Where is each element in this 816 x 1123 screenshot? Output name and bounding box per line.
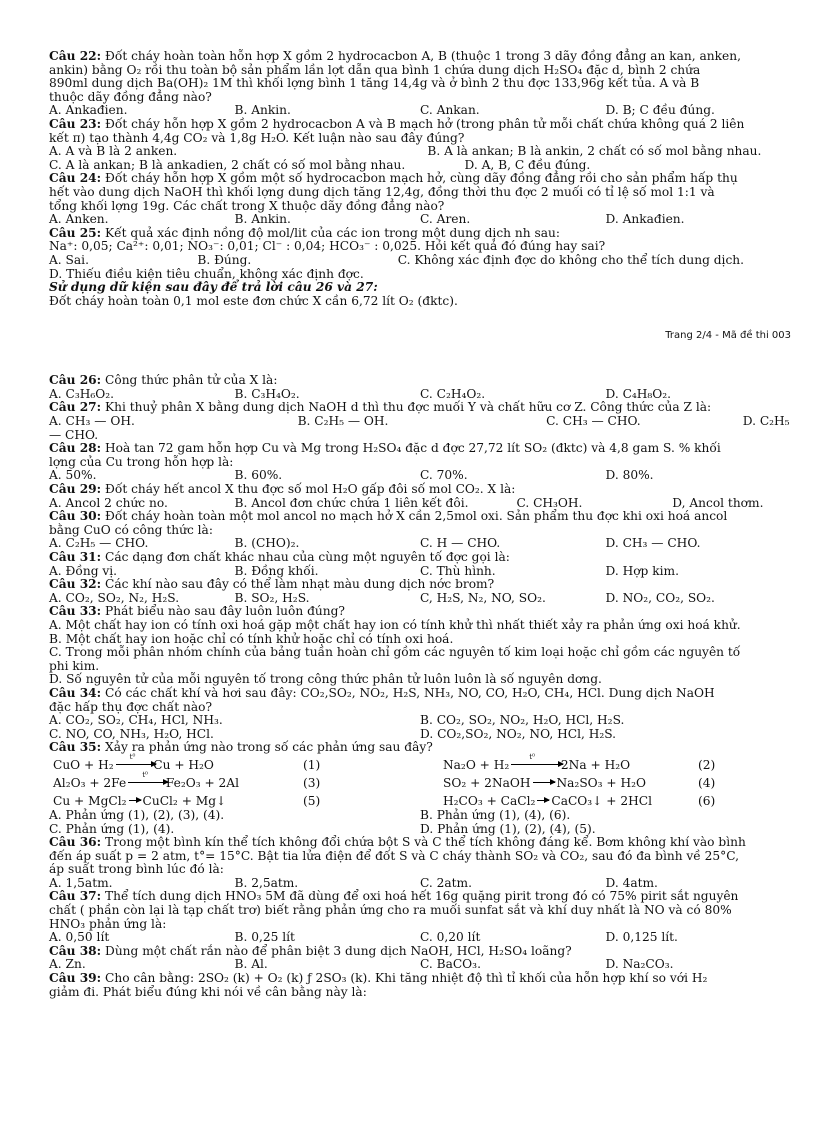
option-a: A. Một chất hay ion có tính oxi hoá gặp một chất hay ion có tính khử thì nhất thiết xảy ra phản ứng oxi hoá khử.: [49, 617, 741, 632]
question-38: Câu 38: Dùng một chất rắn nào để phân biệt 3 dung dịch NaOH, HCl, H₂SO₄ loãng?: [49, 943, 572, 958]
question-number: Câu 37:: [49, 889, 102, 904]
option-c-continued: phi kim.: [49, 658, 100, 673]
option-a: A. Ankađien.: [49, 103, 128, 118]
reaction-arrow: [116, 764, 156, 765]
question-37: Câu 37: Thể tích dung dịch HNO₃ 5M đã dùng để oxi hoá hết 16g quặng pirit trong đó có 75% pirit sắt nguyên chất ( phần còn lại là tạp chất trơ) biết rằng phản ứng cho ra muối sunfat sắt và khí duy nhất là NO và có 80% HNO₃ phản ứng là:: [49, 889, 739, 931]
option-d: D. CH₃ — CHO.: [605, 536, 701, 551]
option-d: D. C₂H₅: [742, 414, 790, 429]
question-23-options-row1: [49, 145, 791, 159]
option-d: D. Thiếu điều kiện tiêu chuẩn, không xác định đợc.: [49, 266, 364, 281]
question-number: Câu 34:: [49, 685, 102, 700]
option-c: C. Ankan.: [420, 103, 480, 118]
option-d-continued: — CHO.: [49, 427, 99, 442]
option-c: C. C₂H₄O₂.: [420, 386, 486, 401]
question-22-options: [49, 104, 791, 118]
option-d: D. C₄H₈O₂.: [605, 386, 672, 401]
question-number: Câu 38:: [49, 943, 102, 958]
option-a: A. Phản ứng (1), (2), (3), (4).: [49, 807, 225, 822]
option-d: D. A, B, C đều đúng.: [464, 157, 591, 172]
option-b: B. Một chất hay ion hoặc chỉ có tính khử hoặc chỉ có tính oxi hoá.: [49, 631, 454, 646]
reaction-arrow: [128, 782, 168, 783]
question-number: Câu 28:: [49, 441, 102, 456]
question-number: Câu 32:: [49, 577, 102, 592]
option-d: D. Hợp kim.: [605, 563, 679, 578]
reaction-arrow: [533, 782, 555, 783]
option-b: B. 60%.: [234, 468, 283, 483]
question-39: Câu 39: Cho cân bằng: 2SO₂ (k) + O₂ (k) ƒ 2SO₃ (k). Khi tăng nhiệt độ thì tỉ khối của hỗn hợp khí so với H₂ giảm đi. Phát biểu đúng khi nói về cân bằng này là:: [49, 971, 708, 999]
section-heading: Sử dụng dữ kiện sau đây để trả lời câu 26 và 27:: [49, 280, 378, 295]
section-intro: Đốt cháy hoàn toàn 0,1 mol este đơn chức X cần 6,72 lít O₂ (đktc).: [49, 293, 458, 308]
option-a: A. CO₂, SO₂, N₂, H₂S.: [49, 590, 180, 605]
option-a: A. 50%.: [49, 468, 97, 483]
question-number: Câu 27:: [49, 400, 102, 415]
option-a: A. Ancol 2 chức no.: [49, 495, 168, 510]
option-b: B. SO₂, H₂S.: [234, 590, 310, 605]
option-a: A. C₂H₅ — CHO.: [49, 536, 149, 551]
option-b: B. Đúng.: [197, 252, 252, 267]
question-25: Câu 25: Kết quả xác định nồng độ mol/lit của các ion trong một dung dịch nh sau: Na⁺: 0,05; Ca²⁺: 0,01; NO₃⁻: 0,01; Cl⁻ : 0,04; HCO₃⁻ : 0,025. Hỏi kết quả đó đúng hay sai?: [49, 225, 606, 254]
option-a: A. Anken.: [49, 212, 109, 227]
question-24-options: [49, 213, 791, 227]
option-a: A. Đồng vị.: [49, 563, 118, 578]
option-d: D. 4atm.: [605, 875, 658, 890]
option-a: A. CO₂, SO₂, CH₄, HCl, NH₃.: [49, 713, 223, 728]
reaction-arrow: [129, 800, 141, 801]
question-30-options: [49, 537, 791, 551]
question-number: Câu 30:: [49, 509, 102, 524]
exam-page: [49, 50, 791, 999]
option-b: B. Ankin.: [234, 103, 291, 118]
question-number: Câu 39:: [49, 971, 102, 986]
option-d: D. B; C đều đúng.: [605, 103, 715, 118]
option-b: B. (CHO)₂.: [234, 536, 300, 551]
question-28-options: [49, 469, 791, 483]
question-number: Câu 36:: [49, 835, 102, 850]
option-b: B. Ancol đơn chức chứa 1 liên kết đôi.: [234, 495, 469, 510]
option-c: C. Phản ứng (1), (4).: [49, 821, 175, 836]
option-a: A. Sai.: [49, 252, 89, 267]
question-36: Câu 36: Trong một bình kín thể tích không đổi chứa bột S và C thể tích không đáng kể. Bơm không khí vào bình đến áp suất p = 2 atm, t°= 15°C. Bật tia lửa điện để đốt S và C cháy thành SO₂ và CO₂, sau đó đa bình về 25°C, áp suất trong bình lúc đó là:: [49, 835, 746, 877]
question-number: Câu 33:: [49, 604, 102, 619]
question-number: Câu 35:: [49, 740, 102, 755]
question-28: Câu 28: Hoà tan 72 gam hỗn hợp Cu và Mg trong H₂SO₄ đặc d đợc 27,72 lít SO₂ (đktc) và 4,8 gam S. % khối lợng của Cu trong hỗn hợp là:: [49, 441, 721, 469]
question-33-options: [49, 619, 791, 687]
option-c: C. CH₃OH.: [516, 495, 583, 510]
question-27-options: [49, 415, 791, 429]
option-c: C. 2atm.: [420, 875, 472, 890]
question-number: Câu 23:: [49, 116, 102, 131]
question-29: Câu 29: Đốt cháy hết ancol X thu đợc số mol H₂O gấp đôi số mol CO₂. X là:: [49, 482, 516, 497]
page-footer: Trang 2/4 - Mã đề thi 003: [665, 330, 791, 342]
reaction-arrow: [511, 764, 563, 765]
option-b: B. CO₂, SO₂, NO₂, H₂O, HCl, H₂S.: [420, 713, 625, 728]
option-b: B. 0,25 lít: [234, 930, 295, 945]
option-c: C. CH₃ — CHO.: [546, 414, 641, 429]
option-d: D. 0,125 lít.: [605, 930, 678, 945]
option-c: C, H₂S, N₂, NO, SO₂.: [420, 590, 546, 605]
option-b: B. Phản ứng (1), (4), (6).: [420, 807, 571, 822]
option-d: D. NO₂, CO₂, SO₂.: [605, 590, 715, 605]
option-a: A. 1,5atm.: [49, 875, 113, 890]
question-number: Câu 29:: [49, 482, 102, 497]
option-d: D. Phản ứng (1), (2), (4), (5).: [420, 821, 596, 836]
reaction-list: [53, 752, 791, 809]
question-22: Câu 22: Đốt cháy hoàn toàn hỗn hợp X gồm 2 hydrocacbon A, B (thuộc 1 trong 3 dãy đồng đẳng an kan, anken, ankin) bằng O₂ rồi thu toàn bộ sản phẩm lần lợt dẫn qua bình 1 chứa dung dịch H₂SO₄ đặc d, bình 2 chứa 890ml dung dịch Ba(OH)₂ 1M thì khối lợng bình 1 tăng 14,4g và ở bình 2 thu đợc 133,96g kết tủa. A và B thuộc dãy đồng đẳng nào?: [49, 49, 741, 104]
question-number: Câu 25:: [49, 225, 102, 240]
option-b: B. 2,5atm.: [234, 875, 299, 890]
option-a: A. 0,50 lít: [49, 930, 110, 945]
question-37-options: [49, 931, 791, 945]
option-c: C. Trong mỗi phân nhóm chính của bảng tuần hoàn chỉ gồm các nguyên tố kim loại hoặc chỉ gồm các nguyên tố: [49, 645, 741, 660]
option-d: D, Ancol thơm.: [672, 495, 764, 510]
reaction-arrow: [537, 800, 549, 801]
option-c: C. H — CHO.: [420, 536, 501, 551]
option-a: A. A và B là 2 anken.: [49, 144, 178, 159]
question-35-options-row1: [49, 809, 791, 823]
option-d: D. 80%.: [605, 468, 654, 483]
question-32: Câu 32: Các khí nào sau đây có thể làm nhạt màu dung dịch nớc brom?: [49, 577, 495, 592]
option-c: C. 0,20 lít: [420, 930, 481, 945]
reaction-row: CuO + H₂$^{t^0}$Cu + H₂O (1) Na₂O + H₂$^{t^0}$2Na + H₂O (2): [53, 752, 716, 772]
option-a: A. CH₃ — OH.: [49, 414, 135, 429]
option-b: B. C₃H₄O₂.: [234, 386, 300, 401]
option-d: D. Số nguyên tử của mỗi nguyên tố trong công thức phân tử luôn luôn là số nguyên dơng.: [49, 672, 602, 687]
question-26: Câu 26: Công thức phân tử của X là:: [49, 373, 278, 388]
option-b: B. Al.: [234, 957, 268, 972]
option-c: C. A là ankan; B là ankadien, 2 chất có số mol bằng nhau.: [49, 157, 406, 172]
question-31: Câu 31: Các dạng đơn chất khác nhau của cùng một nguyên tố đợc gọi là:: [49, 550, 510, 564]
question-23: Câu 23: Đốt cháy hỗn hợp X gồm 2 hydrocacbon A và B mạch hở (trong phân tử mỗi chất chứa không quá 2 liên kết π) tạo thành 4,4g CO₂ và 1,8g H₂O. Kết luận nào sau đây đúng?: [49, 116, 745, 145]
option-b: B. Đồng khối.: [234, 563, 319, 578]
reaction-row: Cu + MgCl₂ CuCl₂ + Mg↓ (5) H₂CO₃ + CaCl₂ CaCO₃↓ + 2HCl (6): [53, 793, 716, 808]
option-d: D. Ankađien.: [605, 212, 685, 227]
option-c: C. BaCO₃.: [420, 957, 481, 972]
option-b: B. C₂H₅ — OH.: [297, 414, 389, 429]
question-number: Câu 26:: [49, 373, 102, 388]
question-number: Câu 24:: [49, 171, 102, 186]
option-c: C. 70%.: [420, 468, 468, 483]
option-b: B. Ankin.: [234, 212, 291, 227]
question-25-options: [49, 254, 791, 268]
option-a: A. Zn.: [49, 957, 86, 972]
option-c: C. Thù hình.: [420, 563, 496, 578]
question-34: Câu 34: Có các chất khí và hơi sau đây: CO₂,SO₂, NO₂, H₂S, NH₃, NO, CO, H₂O, CH₄, HCl. Dung dịch NaOH đặc hấp thụ đợc chất nào?: [49, 685, 715, 714]
question-38-options: [49, 958, 791, 972]
question-number: Câu 31:: [49, 550, 102, 564]
question-35: Câu 35: Xảy ra phản ứng nào trong số các phản ứng sau đây?: [49, 740, 433, 755]
option-c: C. NO, CO, NH₃, H₂O, HCl.: [49, 726, 214, 741]
question-30: Câu 30: Đốt cháy hoàn toàn một mol ancol no mạch hở X cần 2,5mol oxi. Sản phẩm thu đợc khi oxi hoá ancol bằng CuO có công thức là:: [49, 509, 728, 537]
question-number: Câu 22:: [49, 49, 102, 63]
option-c: C. Không xác định đợc do không cho thể tích dung dịch.: [397, 252, 745, 267]
option-d: D. Na₂CO₃.: [605, 957, 674, 972]
option-b: B. A là ankan; B là ankin, 2 chất có số mol bằng nhau.: [427, 144, 762, 159]
reaction-row: $Al_2O_3 + 2Fe^{t^0}Fe_2O_3 + 2Al$ (3) SO₂ + 2NaOH Na₂SO₃ + H₂O (4): [53, 770, 716, 790]
option-a: A. C₃H₆O₂.: [49, 386, 115, 401]
question-33: Câu 33: Phát biểu nào sau đây luôn luôn đúng?: [49, 604, 345, 619]
option-d: D. CO₂,SO₂, NO₂, NO, HCl, H₂S.: [420, 726, 617, 741]
option-c: C. Aren.: [420, 212, 471, 227]
question-27: Câu 27: Khi thuỷ phân X bằng dung dịch NaOH d thì thu đợc muối Y và chất hữu cơ Z. Công thức của Z là:: [49, 400, 712, 415]
question-24: Câu 24: Đốt cháy hỗn hợp X gồm một số hydrocacbon mạch hở, cùng dãy đồng đẳng rồi cho sản phẩm hấp thụ hết vào dung dịch NaOH thì khối lợng dung dịch tăng 12,4g, đồng thời thu đợc 2 muối có tỉ lệ số mol 1:1 và tổng khối lợng 19g. Các chất trong X thuộc dãy đồng đẳng nào?: [49, 171, 738, 213]
question-34-options-row1: [49, 714, 791, 728]
